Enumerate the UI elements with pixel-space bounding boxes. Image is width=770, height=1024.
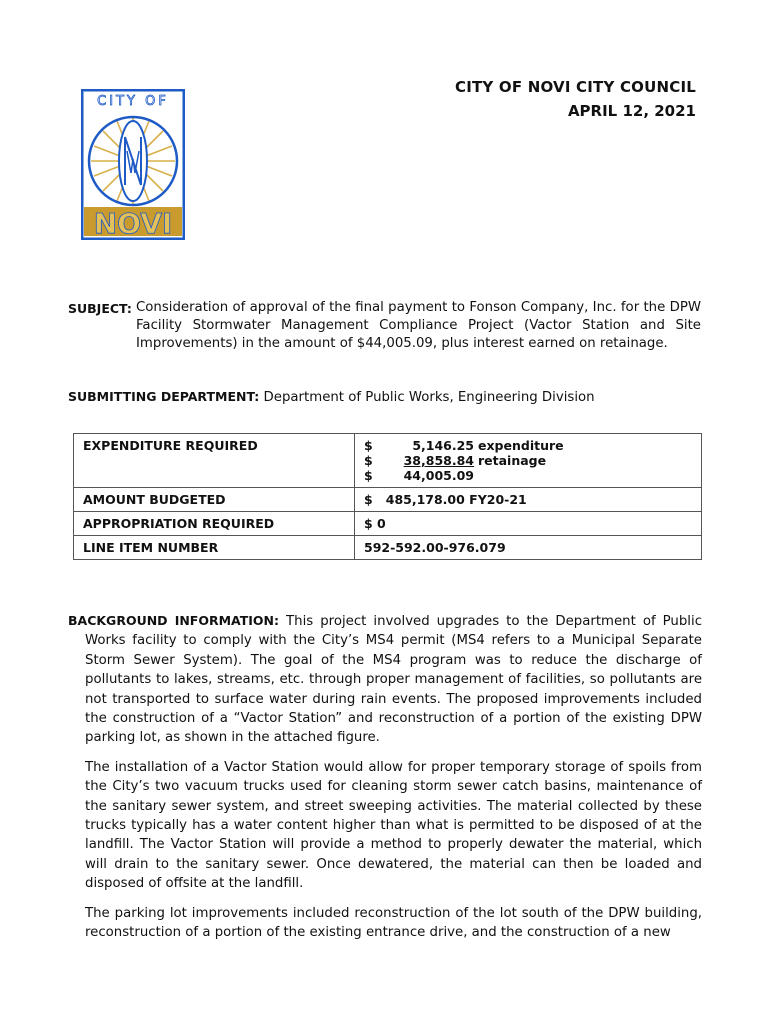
table-row <box>74 434 702 488</box>
amount: 5,146.25 <box>412 438 474 453</box>
background-section <box>68 611 702 953</box>
amount: 38,858.84 <box>403 453 474 468</box>
amount-note: retainage <box>478 453 547 468</box>
subject-label: SUBJECT: <box>68 301 132 316</box>
appropriation-value: $ 0 <box>355 512 702 536</box>
line-item-value: 592-592.00-976.079 <box>355 536 702 560</box>
budgeted-value: $ 485,178.00 FY20-21 <box>355 488 702 512</box>
logo-bottom-text: NOVI <box>93 207 173 240</box>
background-label: BACKGROUND INFORMATION: <box>68 613 280 628</box>
department-section <box>68 389 595 405</box>
background-text-1: This project involved upgrades to the Department of Public Works facility to comply with the City’s MS4 permit (MS4 refers to a Municipal Separate Storm Sewer System). The goal of the MS4 program was to reduce the discharge of pollutants to lakes, streams, etc. through proper management of facilities, so pollutants are not transported to surface water during rain events. The proposed improvements included the construction of a “Vactor Station” and reconstruction of a portion of the existing DPW parking lot, as shown in the attached figure. <box>85 614 702 746</box>
retainage-line <box>364 453 692 468</box>
amount: 44,005.09 <box>403 468 474 483</box>
logo-top-text: CITY OF <box>97 94 169 109</box>
line-item-label: LINE ITEM NUMBER <box>74 536 355 560</box>
currency-symbol: $ <box>364 453 373 468</box>
currency-symbol: $ <box>364 468 373 483</box>
novi-seal-icon <box>81 89 185 240</box>
expenditure-line <box>364 438 692 453</box>
background-paragraph-1 <box>68 611 702 748</box>
table-row <box>74 488 702 512</box>
currency-symbol: $ <box>364 438 373 453</box>
department-label: SUBMITTING DEPARTMENT: <box>68 389 260 404</box>
background-paragraph-3: The parking lot improvements included reconstruction of the lot south of the DPW building, reconstruction of a portion of the existing entrance drive, and the construction of a new <box>85 905 702 941</box>
meeting-date: APRIL 12, 2021 <box>567 102 696 120</box>
background-paragraph-2: The installation of a Vactor Station would allow for proper temporary storage of spoils from the City’s two vacuum trucks used for cleaning storm sewer catch basins, maintenance of the sanitary sewer system, and street sweeping activities. The material collected by these trucks typically has a water content higher than what is permitted to be disposed of at the landfill. The Vactor Station will provide a method to properly dewater the material, which will drain to the sanitary sewer. Once dewatered, the material can then be loaded and disposed of offsite at the landfill. <box>85 759 702 892</box>
total-line <box>364 468 692 483</box>
city-of-novi-logo <box>81 89 185 240</box>
document-header <box>455 78 696 120</box>
table-row <box>74 512 702 536</box>
department-value: Department of Public Works, Engineering Division <box>263 390 595 405</box>
financial-table <box>73 433 702 560</box>
budgeted-label: AMOUNT BUDGETED <box>74 488 355 512</box>
subject-text: Consideration of approval of the final payment to Fonson Company, Inc. for the DPW Facility Stormwater Management Compliance Project (Vactor Station and Site Improvements) in the amount of $44,005.09, plus interest earned on retainage. <box>136 300 701 351</box>
subject-section <box>68 299 701 353</box>
appropriation-label: APPROPRIATION REQUIRED <box>74 512 355 536</box>
table-row <box>74 536 702 560</box>
council-title: CITY OF NOVI CITY COUNCIL <box>455 78 696 96</box>
expenditure-values <box>355 434 702 488</box>
amount-note: expenditure <box>478 438 564 453</box>
expenditure-label: EXPENDITURE REQUIRED <box>74 434 355 488</box>
